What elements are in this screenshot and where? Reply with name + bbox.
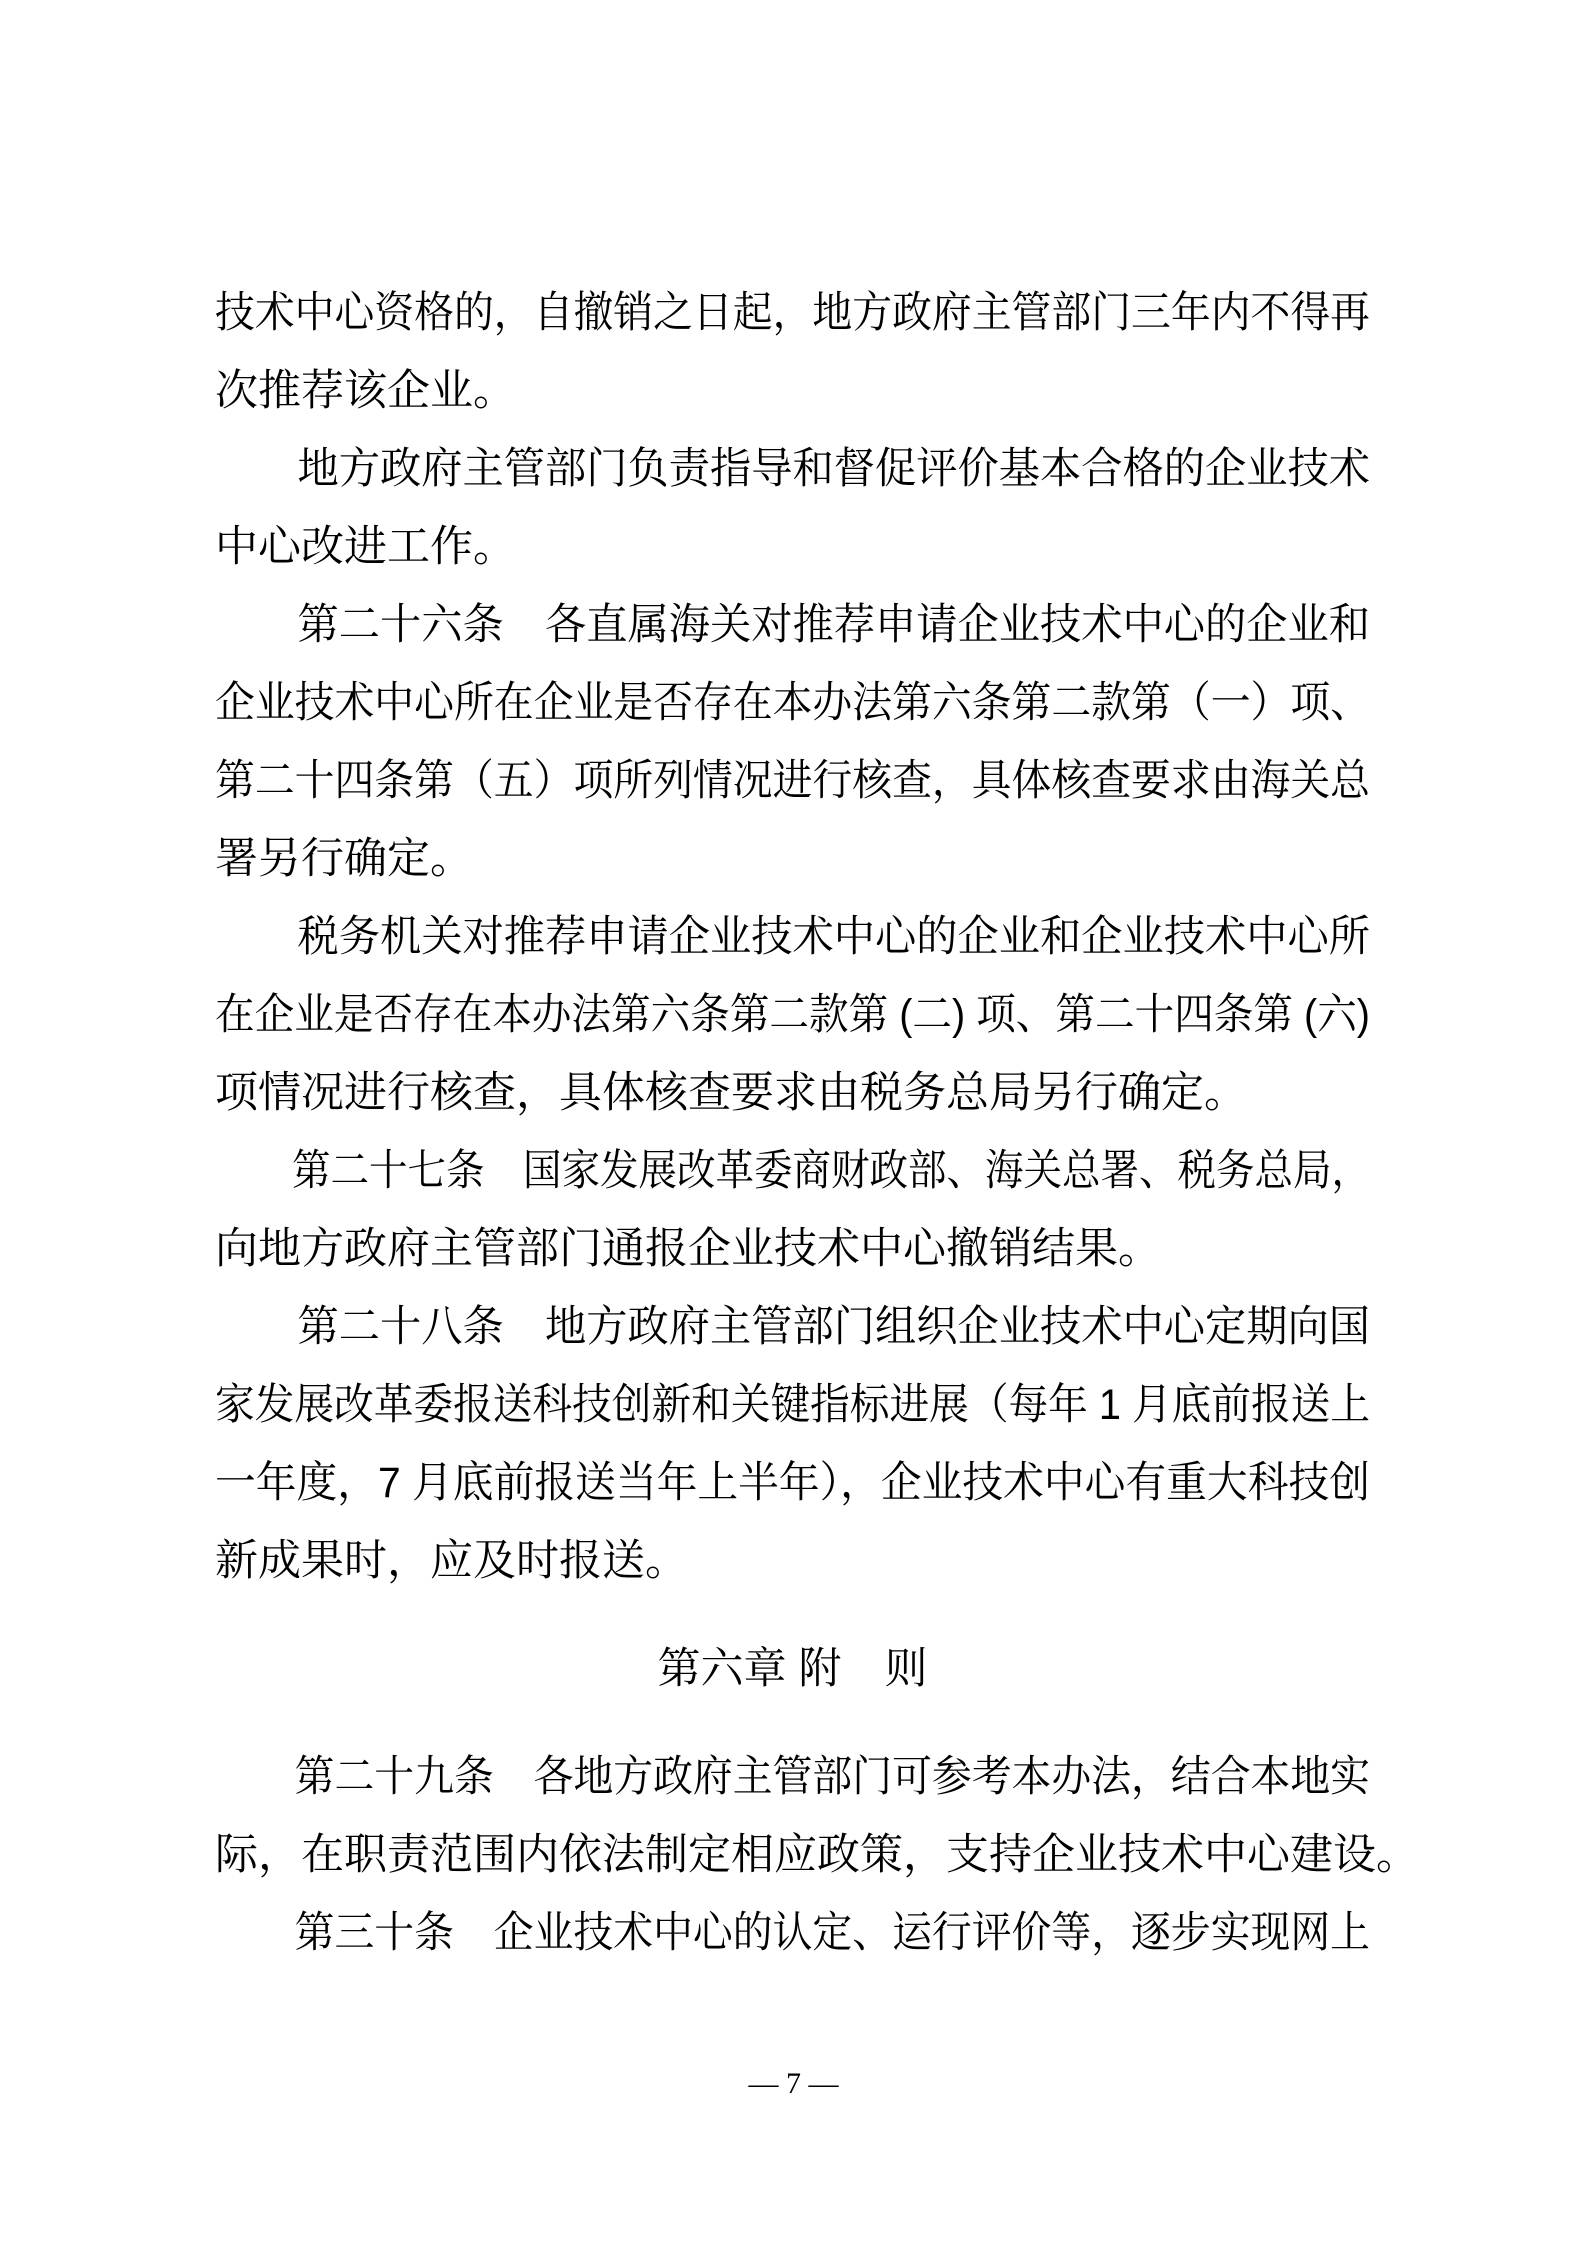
text-line-content: 向地方政府主管部门通报企业技术中心撤销结果。 (215, 1225, 1161, 1273)
text-line (215, 1132, 1370, 1210)
text-line-content: 在企业是否存在本办法第六条第二款第 (二) 项、第二十四条第 (六) (215, 991, 1370, 1039)
text-line (215, 1522, 1370, 1600)
text-line-content: 税务机关对推荐申请企业技术中心的企业和企业技术中心所 (215, 913, 1370, 961)
text-line-content: 第二十九条 各地方政府主管部门可参考本办法，结合本地实 (215, 1753, 1370, 1801)
text-line-content: 家发展改革委报送科技创新和关键指标进展（每年 1 月底前报送上 (215, 1381, 1370, 1429)
text-line (215, 1894, 1370, 1972)
document-body (215, 274, 1419, 1972)
text-line (215, 586, 1370, 664)
text-line (215, 1210, 1370, 1288)
text-line (215, 820, 1370, 898)
text-line (215, 664, 1370, 742)
text-line (215, 352, 1370, 430)
text-line-content: 署另行确定。 (215, 835, 473, 883)
text-line-content: 新成果时，应及时报送。 (215, 1537, 688, 1585)
text-line-content: 第二十四条第（五）项所列情况进行核查，具体核查要求由海关总 (215, 757, 1370, 805)
text-line-content: 项情况进行核查，具体核查要求由税务总局另行确定。 (215, 1069, 1247, 1117)
text-line-content: 第二十八条 地方政府主管部门组织企业技术中心定期向国 (215, 1303, 1370, 1351)
text-line-content: 地方政府主管部门负责指导和督促评价基本合格的企业技术 (215, 445, 1370, 493)
text-line (215, 1288, 1370, 1366)
text-line (215, 274, 1370, 352)
text-line (215, 898, 1370, 976)
text-line-content: 第二十六条 各直属海关对推荐申请企业技术中心的企业和 (215, 601, 1370, 649)
text-line-content: 中心改进工作。 (215, 523, 516, 571)
text-line (215, 1366, 1370, 1444)
text-line-content: 第三十条 企业技术中心的认定、运行评价等，逐步实现网上 (215, 1909, 1370, 1957)
text-line (215, 1816, 1419, 1894)
page-number: — 7 — (748, 2067, 839, 2100)
text-line-content: 次推荐该企业。 (215, 367, 516, 415)
text-line-content: 企业技术中心所在企业是否存在本办法第六条第二款第（一）项、 (215, 679, 1370, 727)
text-line-content: 第二十七条 国家发展改革委商财政部、海关总署、税务总局， (215, 1147, 1370, 1195)
text-line-content: 技术中心资格的，自撤销之日起，地方政府主管部门三年内不得再 (215, 289, 1370, 337)
text-line (215, 976, 1370, 1054)
text-line (215, 742, 1370, 820)
text-line (215, 1054, 1370, 1132)
text-line (215, 508, 1370, 586)
chapter-heading: 第六章 附 则 (657, 1645, 928, 1693)
text-line (215, 1738, 1370, 1816)
text-line-content: 际，在职责范围内依法制定相应政策，支持企业技术中心建设。 (215, 1831, 1419, 1879)
text-line-content: 一年度，7 月底前报送当年上半年），企业技术中心有重大科技创 (215, 1459, 1370, 1507)
text-line (215, 430, 1370, 508)
text-line (215, 1444, 1370, 1522)
